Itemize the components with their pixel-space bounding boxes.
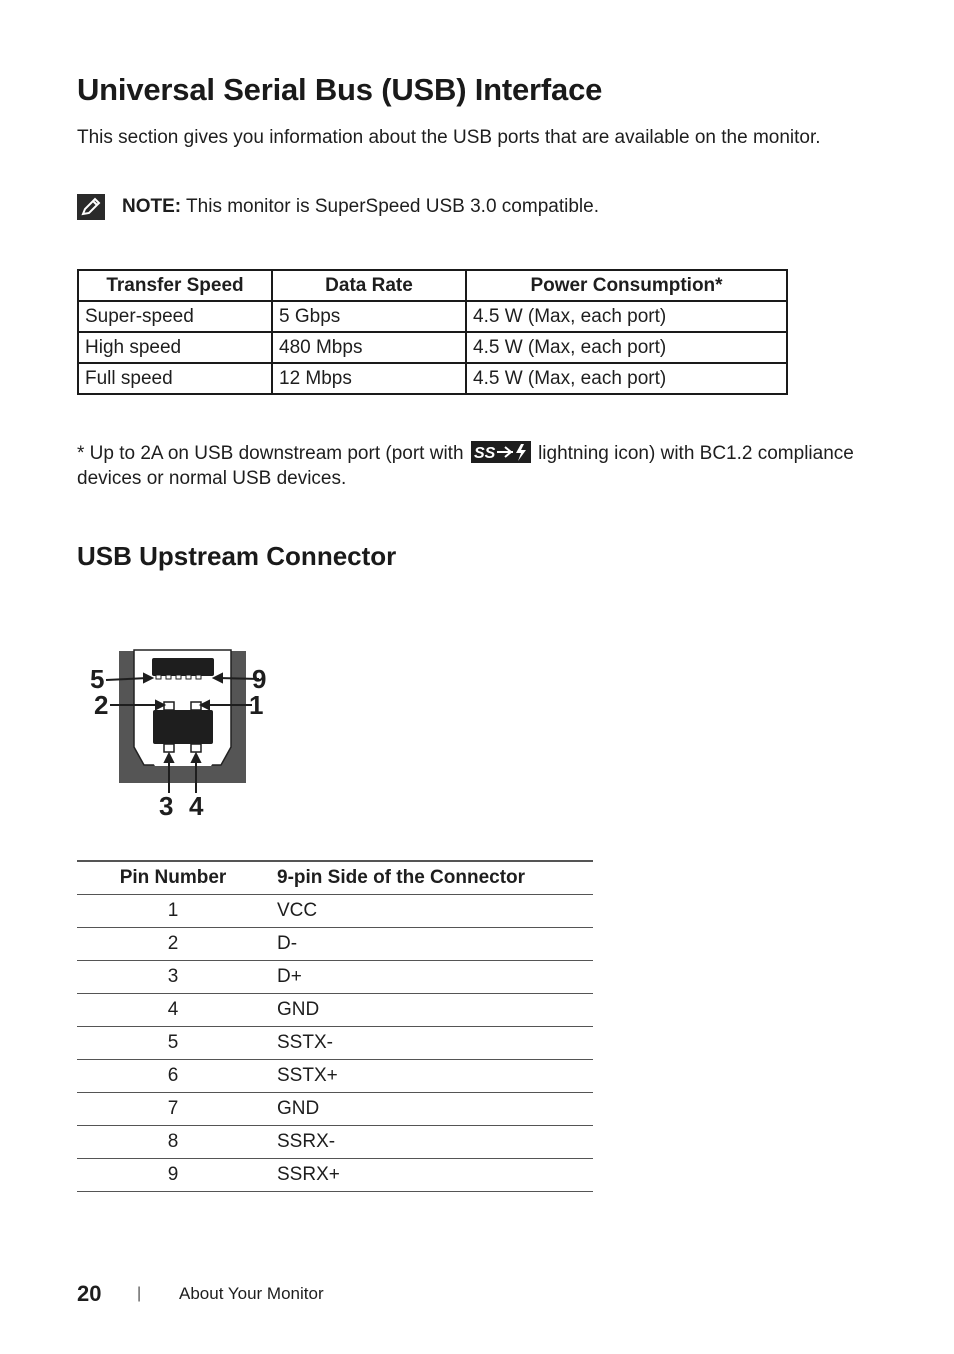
table-cell: 5 Gbps xyxy=(272,301,466,332)
pin-label-9: 9 xyxy=(252,664,267,694)
pin-signal: SSRX+ xyxy=(269,1159,593,1192)
table-cell: Super-speed xyxy=(78,301,272,332)
pin-label-4: 4 xyxy=(189,791,204,820)
pin-signal: SSTX- xyxy=(269,1027,593,1060)
note-text: This monitor is SuperSpeed USB 3.0 compatible. xyxy=(181,196,599,217)
table-row xyxy=(77,1126,593,1159)
table-cell: 4.5 W (Max, each port) xyxy=(466,332,787,363)
footnote xyxy=(77,441,857,491)
pin-label-3: 3 xyxy=(159,791,174,820)
table-row xyxy=(77,895,593,928)
pin-signal: GND xyxy=(269,1093,593,1126)
table-header-row xyxy=(78,270,787,301)
pin-number: 9 xyxy=(77,1159,269,1192)
column-header: 9-pin Side of the Connector xyxy=(269,861,593,895)
table-row xyxy=(77,1060,593,1093)
page-title: Universal Serial Bus (USB) Interface xyxy=(77,72,603,107)
column-header: Transfer Speed xyxy=(78,270,272,301)
pencil-note-icon xyxy=(77,194,105,220)
column-header: Pin Number xyxy=(77,861,269,895)
pin-number: 6 xyxy=(77,1060,269,1093)
superspeed-usb-lightning-icon xyxy=(471,441,531,463)
pin-label-1: 1 xyxy=(249,690,264,720)
pin-signal: GND xyxy=(269,994,593,1027)
pin-signal: VCC xyxy=(269,895,593,928)
pin-number: 3 xyxy=(77,961,269,994)
table-row xyxy=(78,301,787,332)
table-cell: 480 Mbps xyxy=(272,332,466,363)
pin-number: 4 xyxy=(77,994,269,1027)
svg-text:SS: SS xyxy=(473,445,496,462)
table-row xyxy=(77,1027,593,1060)
table-row xyxy=(77,1159,593,1192)
column-header: Power Consumption* xyxy=(466,270,787,301)
note-callout xyxy=(77,190,599,224)
table-cell: 12 Mbps xyxy=(272,363,466,394)
footnote-text-before: * Up to 2A on USB downstream port (port with xyxy=(77,443,469,464)
usb-b-connector-diagram xyxy=(86,648,276,825)
table-row xyxy=(77,994,593,1027)
pin-signal: SSRX- xyxy=(269,1126,593,1159)
table-row xyxy=(77,1093,593,1126)
intro-paragraph: This section gives you information about the USB ports that are available on the monitor. xyxy=(77,127,821,148)
table-cell: 4.5 W (Max, each port) xyxy=(466,301,787,332)
note-label: NOTE: xyxy=(122,196,182,217)
pin-number: 1 xyxy=(77,895,269,928)
pin-number: 8 xyxy=(77,1126,269,1159)
pin-signal: SSTX+ xyxy=(269,1060,593,1093)
table-row xyxy=(78,332,787,363)
page-number: 20 xyxy=(77,1281,102,1306)
table-row xyxy=(78,363,787,394)
pin-number: 7 xyxy=(77,1093,269,1126)
usb-speed-table xyxy=(77,269,788,395)
pin-number: 5 xyxy=(77,1027,269,1060)
pin-label-2: 2 xyxy=(94,690,109,720)
pin-assignment-table xyxy=(77,860,593,1192)
footer-section-title: About Your Monitor xyxy=(179,1284,324,1303)
pin-label-5: 5 xyxy=(90,664,105,694)
page-footer xyxy=(77,1281,324,1307)
table-cell: High speed xyxy=(78,332,272,363)
table-cell: Full speed xyxy=(78,363,272,394)
table-row xyxy=(77,928,593,961)
table-header-row xyxy=(77,861,593,895)
column-header: Data Rate xyxy=(272,270,466,301)
pin-signal: D+ xyxy=(269,961,593,994)
table-cell: 4.5 W (Max, each port) xyxy=(466,363,787,394)
pin-signal: D- xyxy=(269,928,593,961)
pin-number: 2 xyxy=(77,928,269,961)
section-title: USB Upstream Connector xyxy=(77,541,397,571)
table-row xyxy=(77,961,593,994)
footnote-text-after: lightning icon) with BC1.2 compliance devices or normal USB devices. xyxy=(77,443,854,489)
footer-separator: | xyxy=(137,1285,142,1302)
